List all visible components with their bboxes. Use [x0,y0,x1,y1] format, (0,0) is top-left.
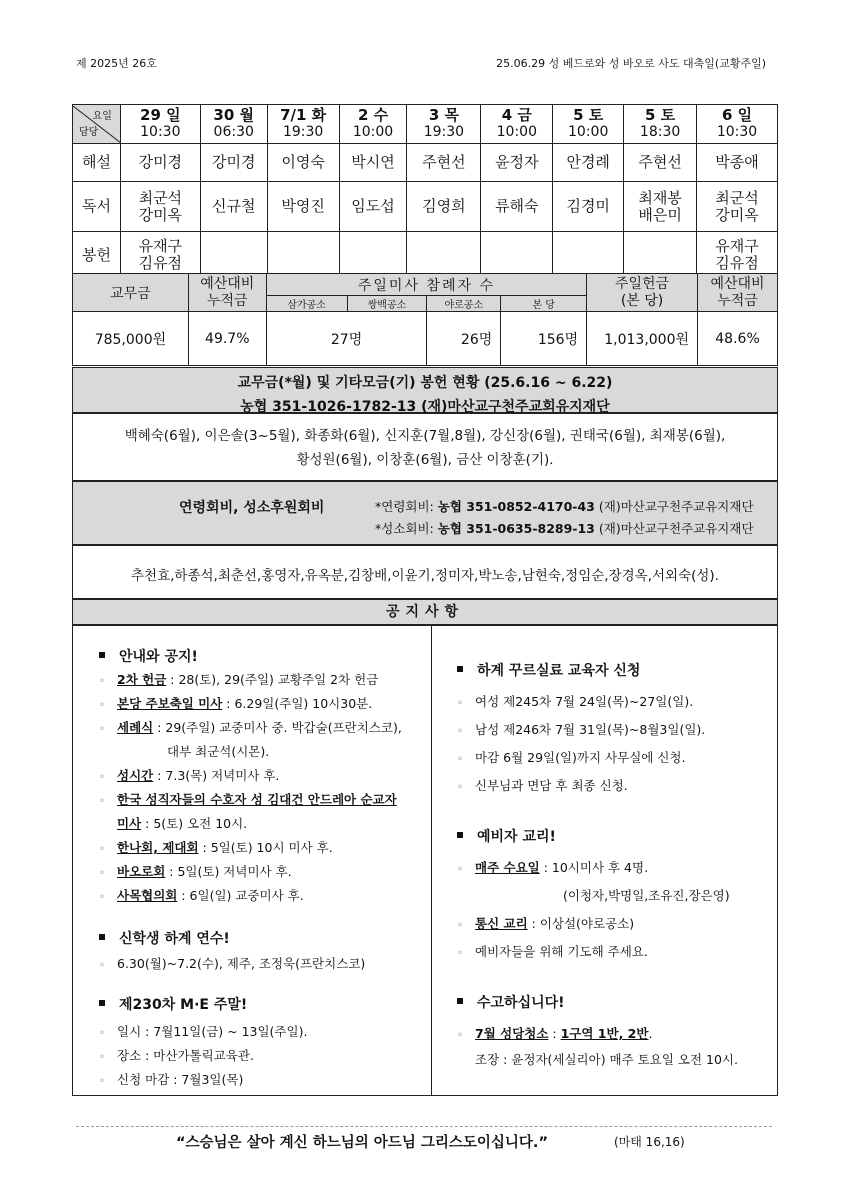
schedule-day-time: 10:00 [568,124,609,140]
donor-names-line-2: 황성원(6월), 이창훈(6월), 금산 이창훈(기). [296,452,554,468]
schedule-cell: 신규철 [200,182,267,232]
notice-item: ◦ 남성 제246차 7월 31일(목)~8월3일(일). [457,722,706,737]
notice-item: ◦ 장소 : 마산가톨릭교육관. [99,1048,254,1063]
mass-schedule-table [72,104,778,279]
notice-item: ◦ 7월 성당청소 : 1구역 1반, 2반. [457,1026,653,1041]
kyomugeum-header: 교무금 [73,274,189,312]
schedule-day-1 [200,105,267,144]
schedule-day-5 [481,105,553,144]
schedule-day-date: 7/1 화 [280,106,327,124]
schedule-cell: 류해숙 [481,182,553,232]
issue-number: 제 2025년 26호 [76,57,157,70]
schedule-cell [267,232,339,279]
donor-names [72,413,778,481]
schedule-row [73,144,778,182]
schedule-cell: 김경미 [553,182,624,232]
attendance-sub-ssangbaek: 쌍백공소 [347,296,427,312]
offering-value: 1,013,000원 [587,312,698,366]
attendance-sub-samga: 삼가공소 [266,296,347,312]
schedule-day-2 [267,105,339,144]
notice-title: 공지사항 [72,599,778,625]
schedule-cell: 유재구 김유점 [697,232,778,279]
budget-ratio-header-2: 예산대비 누적금 [698,274,778,312]
notice-section-seminarian: 신학생 하계 연수! [99,928,230,948]
notice-subline: 미사 : 5(토) 오전 10시. [117,816,248,831]
budget-ratio-value-1: 49.7% [188,312,266,366]
association-title: 연령회비, 성소후원회비 [179,500,325,516]
schedule-cell: 김영희 [407,182,481,232]
schedule-row [73,232,778,279]
schedule-cell: 안경례 [553,144,624,182]
donation-header [72,367,778,413]
association-header [72,481,778,545]
notice-section-me: 제230차 M·E 주말! [99,994,247,1014]
schedule-day-date: 30 월 [213,106,255,124]
notice-item: ◦ 세례식 : 29(주일) 교중미사 중. 박갑술(프란치스코), [99,720,402,735]
footer-divider [76,1126,772,1127]
schedule-day-date: 5 토 [573,106,604,124]
schedule-cell: 윤정자 [481,144,553,182]
schedule-cell [339,232,407,279]
schedule-cell [553,232,624,279]
schedule-day-time: 19:30 [282,124,324,140]
notice-item: ◦ 예비자들을 위해 기도해 주세요. [457,944,648,959]
attendance-sub-bondang: 본 당 [501,296,587,312]
notice-item: ◦ 성시간 : 7.3(목) 저녁미사 후. [99,768,280,783]
notice-item: ◦ 한국 성직자들의 수호자 성 김대건 안드레아 순교자 [99,792,397,807]
schedule-cell: 강미경 [120,144,200,182]
schedule-day-time: 18:30 [639,124,681,140]
notice-item: ◦ 6.30(월)~7.2(수), 제주, 조정욱(프란치스코) [99,956,366,971]
schedule-day-8 [697,105,778,144]
attendance-header: 주일미사 참례자 수 [266,274,586,296]
issue-date-feast: 25.06.29 성 베드로와 성 바오로 사도 대축일(교황주일) [496,57,766,70]
notice-subline: 조장 : 윤정자(세실리아) 매주 토요일 오전 10시. [475,1052,738,1067]
schedule-cell: 최재봉 배은미 [624,182,697,232]
notice-item: ◦ 2차 헌금 : 28(토), 29(주일) 교황주일 2차 헌금 [99,672,379,687]
kyomugeum-value: 785,000원 [73,312,189,366]
schedule-cell: 박시연 [339,144,407,182]
donor-names-line-1: 백혜숙(6월), 이은솔(3~5월), 화종화(6월), 신지훈(7월,8월), 강신장(6월), 권태국(6월), 최재봉(6월), [124,428,726,444]
attendance-sub-yaro: 야로공소 [427,296,501,312]
schedule-corner [73,105,121,144]
schedule-cell [624,232,697,279]
corner-day-label: 요일 [92,110,112,122]
notice-item: ◦ 일시 : 7월11일(금) ~ 13일(주일). [99,1024,308,1039]
yaro-value: 26명 [427,312,501,366]
notice-item: ◦ 마감 6월 29일(일)까지 사무실에 신청. [457,750,686,765]
schedule-day-date: 5 토 [645,106,676,124]
schedule-day-7 [624,105,697,144]
schedule-day-time: 10:30 [716,124,758,140]
schedule-cell: 강미경 [200,144,267,182]
notice-section-thanks: 수고하십니다! [457,992,565,1012]
donation-title: 교무금(*월) 및 기타모금(기) 봉헌 현황 (25.6.16 ~ 6.22) [237,375,613,391]
notice-item: ◦ 신청 마감 : 7월3일(목) [99,1072,244,1087]
footer-reference: (마태 16,16) [614,1135,685,1149]
association-member-names: 추천효,하종석,최춘선,홍영자,유옥분,김창배,이윤기,정미자,박노송,남현숙,정임순,장경옥,서외숙(성). [72,545,778,599]
budget-ratio-header-1: 예산대비 누적금 [188,274,266,312]
schedule-day-time: 19:30 [423,124,465,140]
yeonryeong-account-line: *연령회비: 농협 351-0852-4170-43 (재)마산교구천주교유지재단 [375,499,754,514]
schedule-day-3 [339,105,407,144]
bondang-value: 156명 [501,312,587,366]
notice-item: ◦ 매주 수요일 : 10시미사 후 4명. [457,860,649,875]
schedule-day-time: 10:30 [140,124,181,140]
schedule-row-label: 봉헌 [73,232,121,279]
notice-item: ◦ 본당 주보축일 미사 : 6.29일(주일) 10시30분. [99,696,373,711]
notice-divider [431,626,432,1095]
notice-section-guide: 안내와 공지! [99,646,198,666]
schedule-cell: 박영진 [267,182,339,232]
schedule-day-date: 3 목 [428,106,459,124]
notice-section-cursillo: 하계 꾸르실료 교육자 신청 [457,660,640,680]
schedule-day-0 [120,105,200,144]
schedule-cell: 최군석 강미옥 [697,182,778,232]
schedule-cell: 임도섭 [339,182,407,232]
schedule-row-label: 독서 [73,182,121,232]
notice-item: ◦ 한나회, 제대회 : 5일(토) 10시 미사 후. [99,840,333,855]
schedule-row-label: 해설 [73,144,121,182]
schedule-cell [200,232,267,279]
schedule-day-time: 10:00 [496,124,537,140]
schedule-cell: 주현선 [624,144,697,182]
schedule-day-4 [407,105,481,144]
samga-ssangbaek-value: 27명 [266,312,427,366]
schedule-day-time: 06:30 [213,124,254,140]
notice-section-catechumen: 예비자 교리! [457,826,556,846]
seongso-account-line: *성소회비: 농협 351-0635-8289-13 (재)마산교구천주교유지재단 [375,521,754,536]
notice-item: ◦ 신부님과 면담 후 최종 신청. [457,778,628,793]
schedule-cell: 최군석 강미옥 [120,182,200,232]
notice-item: ◦ 사목협의회 : 6일(일) 교중미사 후. [99,888,304,903]
budget-ratio-value-2: 48.6% [698,312,778,366]
schedule-day-date: 2 수 [357,106,389,124]
finance-table [72,273,778,366]
schedule-day-date: 4 금 [501,106,532,124]
schedule-day-time: 10:00 [352,124,394,140]
schedule-cell: 주현선 [407,144,481,182]
schedule-day-date: 29 일 [140,106,181,124]
corner-duty-label: 담당 [79,126,99,138]
schedule-cell: 박종애 [697,144,778,182]
schedule-cell [481,232,553,279]
notice-item: ◦ 통신 교리 : 이상설(야로공소) [457,916,635,931]
schedule-day-date: 6 일 [721,106,753,124]
schedule-day-6 [553,105,624,144]
schedule-cell: 이영숙 [267,144,339,182]
schedule-cell: 유재구 김유점 [120,232,200,279]
donation-account: 농협 351-1026-1782-13 (재)마산교구천주교회유지재단 [240,399,610,415]
notice-item: ◦ 여성 제245차 7월 24일(목)~27일(일). [457,694,694,709]
notice-item: ◦ 바오로회 : 5일(토) 저녁미사 후. [99,864,292,879]
notice-subline: 대부 최군석(시몬). [167,744,270,759]
offering-header: 주일헌금 (본 당) [587,274,698,312]
schedule-row [73,182,778,232]
notice-panel [72,625,778,1096]
schedule-cell [407,232,481,279]
footer-quote: “스승님은 살아 계신 하느님의 아드님 그리스도이십니다.” [176,1135,548,1151]
notice-subline: (이청자,박명일,조유진,장은영) [563,888,730,903]
